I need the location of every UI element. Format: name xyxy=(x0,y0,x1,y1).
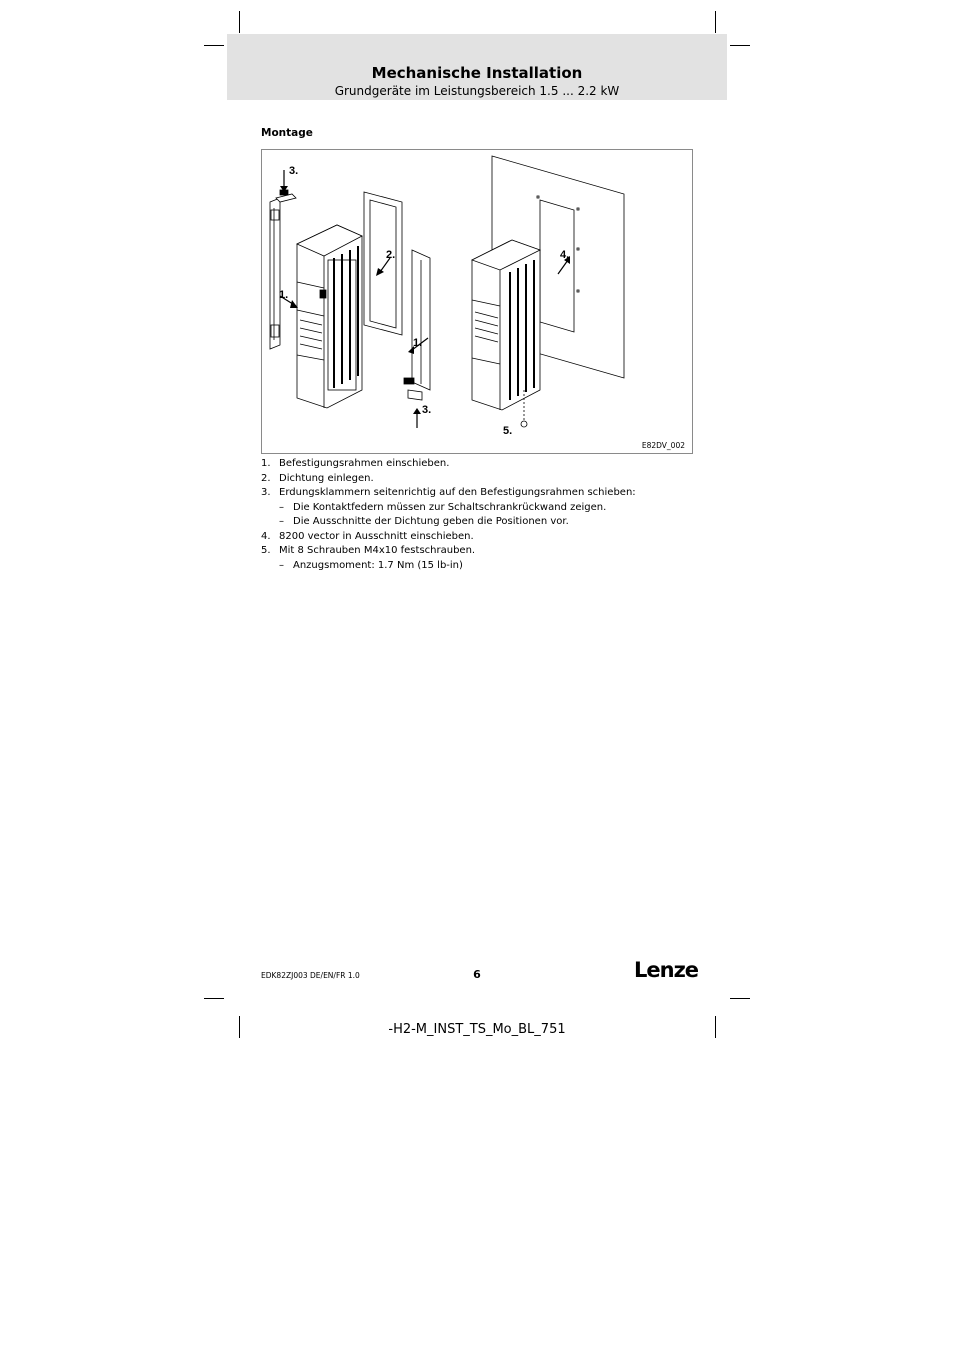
step-number: 2. xyxy=(261,472,271,484)
step-number: 1. xyxy=(261,458,271,469)
grounding-clip-top xyxy=(276,190,296,202)
gasket xyxy=(364,192,402,335)
dash-bullet: – xyxy=(279,501,284,513)
inverter-unit-left xyxy=(297,225,362,408)
callout-1-second: 1. xyxy=(413,337,423,349)
step-text: Befestigungsrahmen einschieben. xyxy=(279,458,450,469)
crop-mark xyxy=(715,11,716,33)
step-text: Dichtung einlegen. xyxy=(279,472,374,484)
callout-5: 5. xyxy=(503,425,513,437)
brand-logo: Lenze xyxy=(634,958,699,982)
step-number: 3. xyxy=(261,487,271,498)
page-number: 6 xyxy=(473,968,481,981)
dash-bullet: – xyxy=(279,559,284,571)
crop-mark xyxy=(239,11,240,33)
step-subtext: Anzugsmoment: 1.7 Nm (15 lb-in) xyxy=(293,559,463,571)
step-text: Mit 8 Schrauben M4x10 festschrauben. xyxy=(279,545,476,556)
crop-mark xyxy=(730,998,750,999)
step-subtext: Die Kontaktfedern müssen zur Schaltschrankrückwand zeigen. xyxy=(293,501,607,513)
callout-1: 1. xyxy=(279,289,289,301)
step-item xyxy=(261,530,701,545)
mounting-frame-right xyxy=(412,250,430,390)
step-item xyxy=(261,457,701,472)
step-text: Erdungsklammern seitenrichtig auf den Befestigungsrahmen schieben: xyxy=(279,487,636,498)
section-heading: Montage xyxy=(261,127,313,139)
crop-mark xyxy=(730,45,750,46)
step-number: 4. xyxy=(261,530,271,542)
step-subitem xyxy=(261,501,701,516)
crop-mark xyxy=(204,998,224,999)
page-subtitle: Grundgeräte im Leistungsbereich 1.5 ... 2.2 kW xyxy=(334,84,620,98)
step-item xyxy=(261,544,701,559)
document-code: EDK82ZJ003 DE/EN/FR 1.0 xyxy=(261,971,360,980)
mounting-figure xyxy=(261,149,693,454)
callout-3-second: 3. xyxy=(422,404,432,416)
dash-bullet: – xyxy=(279,516,284,527)
page-title: Mechanische Installation xyxy=(371,64,583,82)
step-subtext: Die Ausschnitte der Dichtung geben die Positionen vor. xyxy=(293,516,569,527)
crop-mark xyxy=(715,1016,716,1038)
callout-2: 2. xyxy=(386,249,396,261)
mounting-illustration xyxy=(262,150,692,453)
steps-list xyxy=(261,457,701,573)
step-subitem xyxy=(261,559,701,574)
step-item xyxy=(261,472,701,487)
step-item xyxy=(261,486,701,501)
document-reference: -H2-M_INST_TS_Mo_BL_751 xyxy=(388,1022,566,1037)
step-text: 8200 vector in Ausschnitt einschieben. xyxy=(279,530,474,542)
mounting-frame-left xyxy=(270,198,280,349)
step-number: 5. xyxy=(261,545,271,556)
callout-4: 4. xyxy=(560,249,570,261)
inverter-unit-right xyxy=(472,240,540,410)
figure-code: E82DV_002 xyxy=(641,441,685,450)
crop-mark xyxy=(239,1016,240,1038)
callout-3: 3. xyxy=(289,165,299,177)
crop-mark xyxy=(204,45,224,46)
step-subitem xyxy=(261,515,701,530)
